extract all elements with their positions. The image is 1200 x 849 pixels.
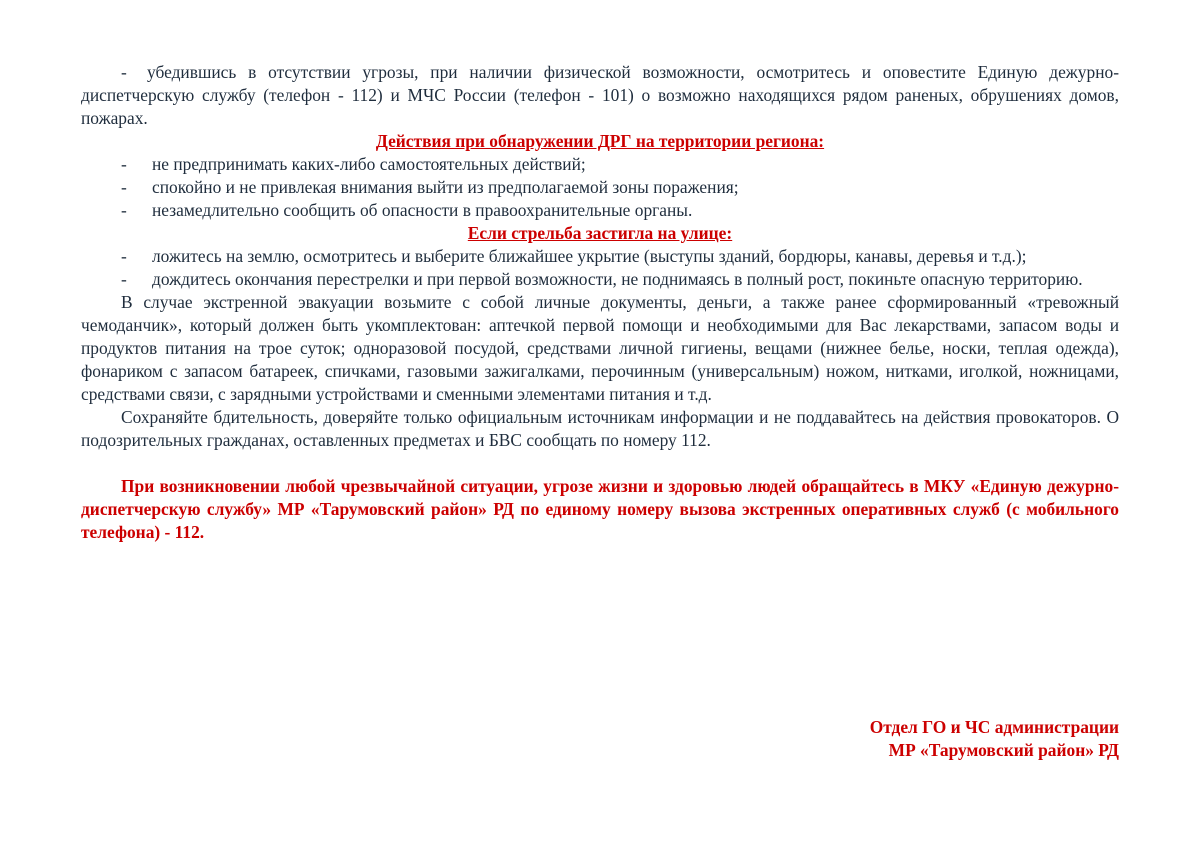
evacuation-paragraph: В случае экстренной эвакуации возьмите с собой личные документы, деньги, а также ранее сформированный «тревожный чемоданчик», который должен быть укомплектован: аптечкой первой помощи и необходимыми для Вас лекарствами, запасом воды и продуктов питания на трое суток; одноразовой посудой, средствами личной гигиены, вещами (нижнее белье, носки, теплая одежда), фонариком с запасом батареек, спичками, газовыми зажигалками, перочинным (универсальным) ножом, нитками, иголкой, ножницами, средствами связи, с зарядными устройствами и сменными элементами питания и т.д.	[81, 292, 1119, 404]
shooting-item-2	[81, 268, 1119, 291]
document-body	[81, 61, 1119, 544]
heading-drg: Действия при обнаружении ДРГ на территории региона:	[375, 131, 825, 151]
intro-bullet-text: убедившись в отсутствии угрозы, при наличии физической возможности, осмотритесь и оповестите Единую дежурно-диспетчерскую службу (телефон - 112) и МЧС России (телефон - 101) о возможно находящихся рядом раненых, обрушениях домов, пожарах.	[81, 62, 1119, 128]
bullet-dash: -	[121, 246, 127, 266]
bullet-dash: -	[121, 269, 127, 289]
signature-line-2: МР «Тарумовский район» РД	[888, 740, 1119, 760]
intro-bullet	[81, 61, 1119, 130]
shooting-item-text: ложитесь на землю, осмотритесь и выберите ближайшее укрытие (выступы зданий, бордюры, канавы, деревья и т.д.);	[152, 246, 1027, 266]
bullet-dash: -	[121, 154, 127, 174]
shooting-item-1	[81, 245, 1119, 268]
drg-item-text: спокойно и не привлекая внимания выйти из предполагаемой зоны поражения;	[152, 177, 739, 197]
drg-item-text: незамедлительно сообщить об опасности в правоохранительные органы.	[152, 200, 693, 220]
signature-line-1: Отдел ГО и ЧС администрации	[869, 717, 1119, 737]
bullet-dash: -	[121, 200, 127, 220]
drg-item-text: не предпринимать каких-либо самостоятельных действий;	[152, 154, 586, 174]
signature-block	[870, 716, 1119, 762]
drg-item-2	[81, 176, 1119, 199]
heading-shooting: Если стрельба застигла на улице:	[467, 223, 733, 243]
emergency-notice: При возникновении любой чрезвычайной ситуации, угрозе жизни и здоровью людей обращайтесь в МКУ «Единую дежурно-диспетчерскую службу» МР «Тарумовский район» РД по единому номеру вызова экстренных оперативных служб (с мобильного телефона) - 112.	[81, 476, 1119, 542]
drg-item-3	[81, 199, 1119, 222]
shooting-item-text: дождитесь окончания перестрелки и при первой возможности, не поднимаясь в полный рост, покиньте опасную территорию.	[152, 269, 1083, 289]
drg-item-1	[81, 153, 1119, 176]
bullet-dash: -	[121, 177, 127, 197]
vigilance-paragraph: Сохраняйте бдительность, доверяйте только официальным источникам информации и не поддавайтесь на действия провокаторов. О подозрительных гражданах, оставленных предметах и БВС сообщать по номеру 112.	[81, 407, 1119, 450]
bullet-dash: -	[121, 62, 127, 82]
